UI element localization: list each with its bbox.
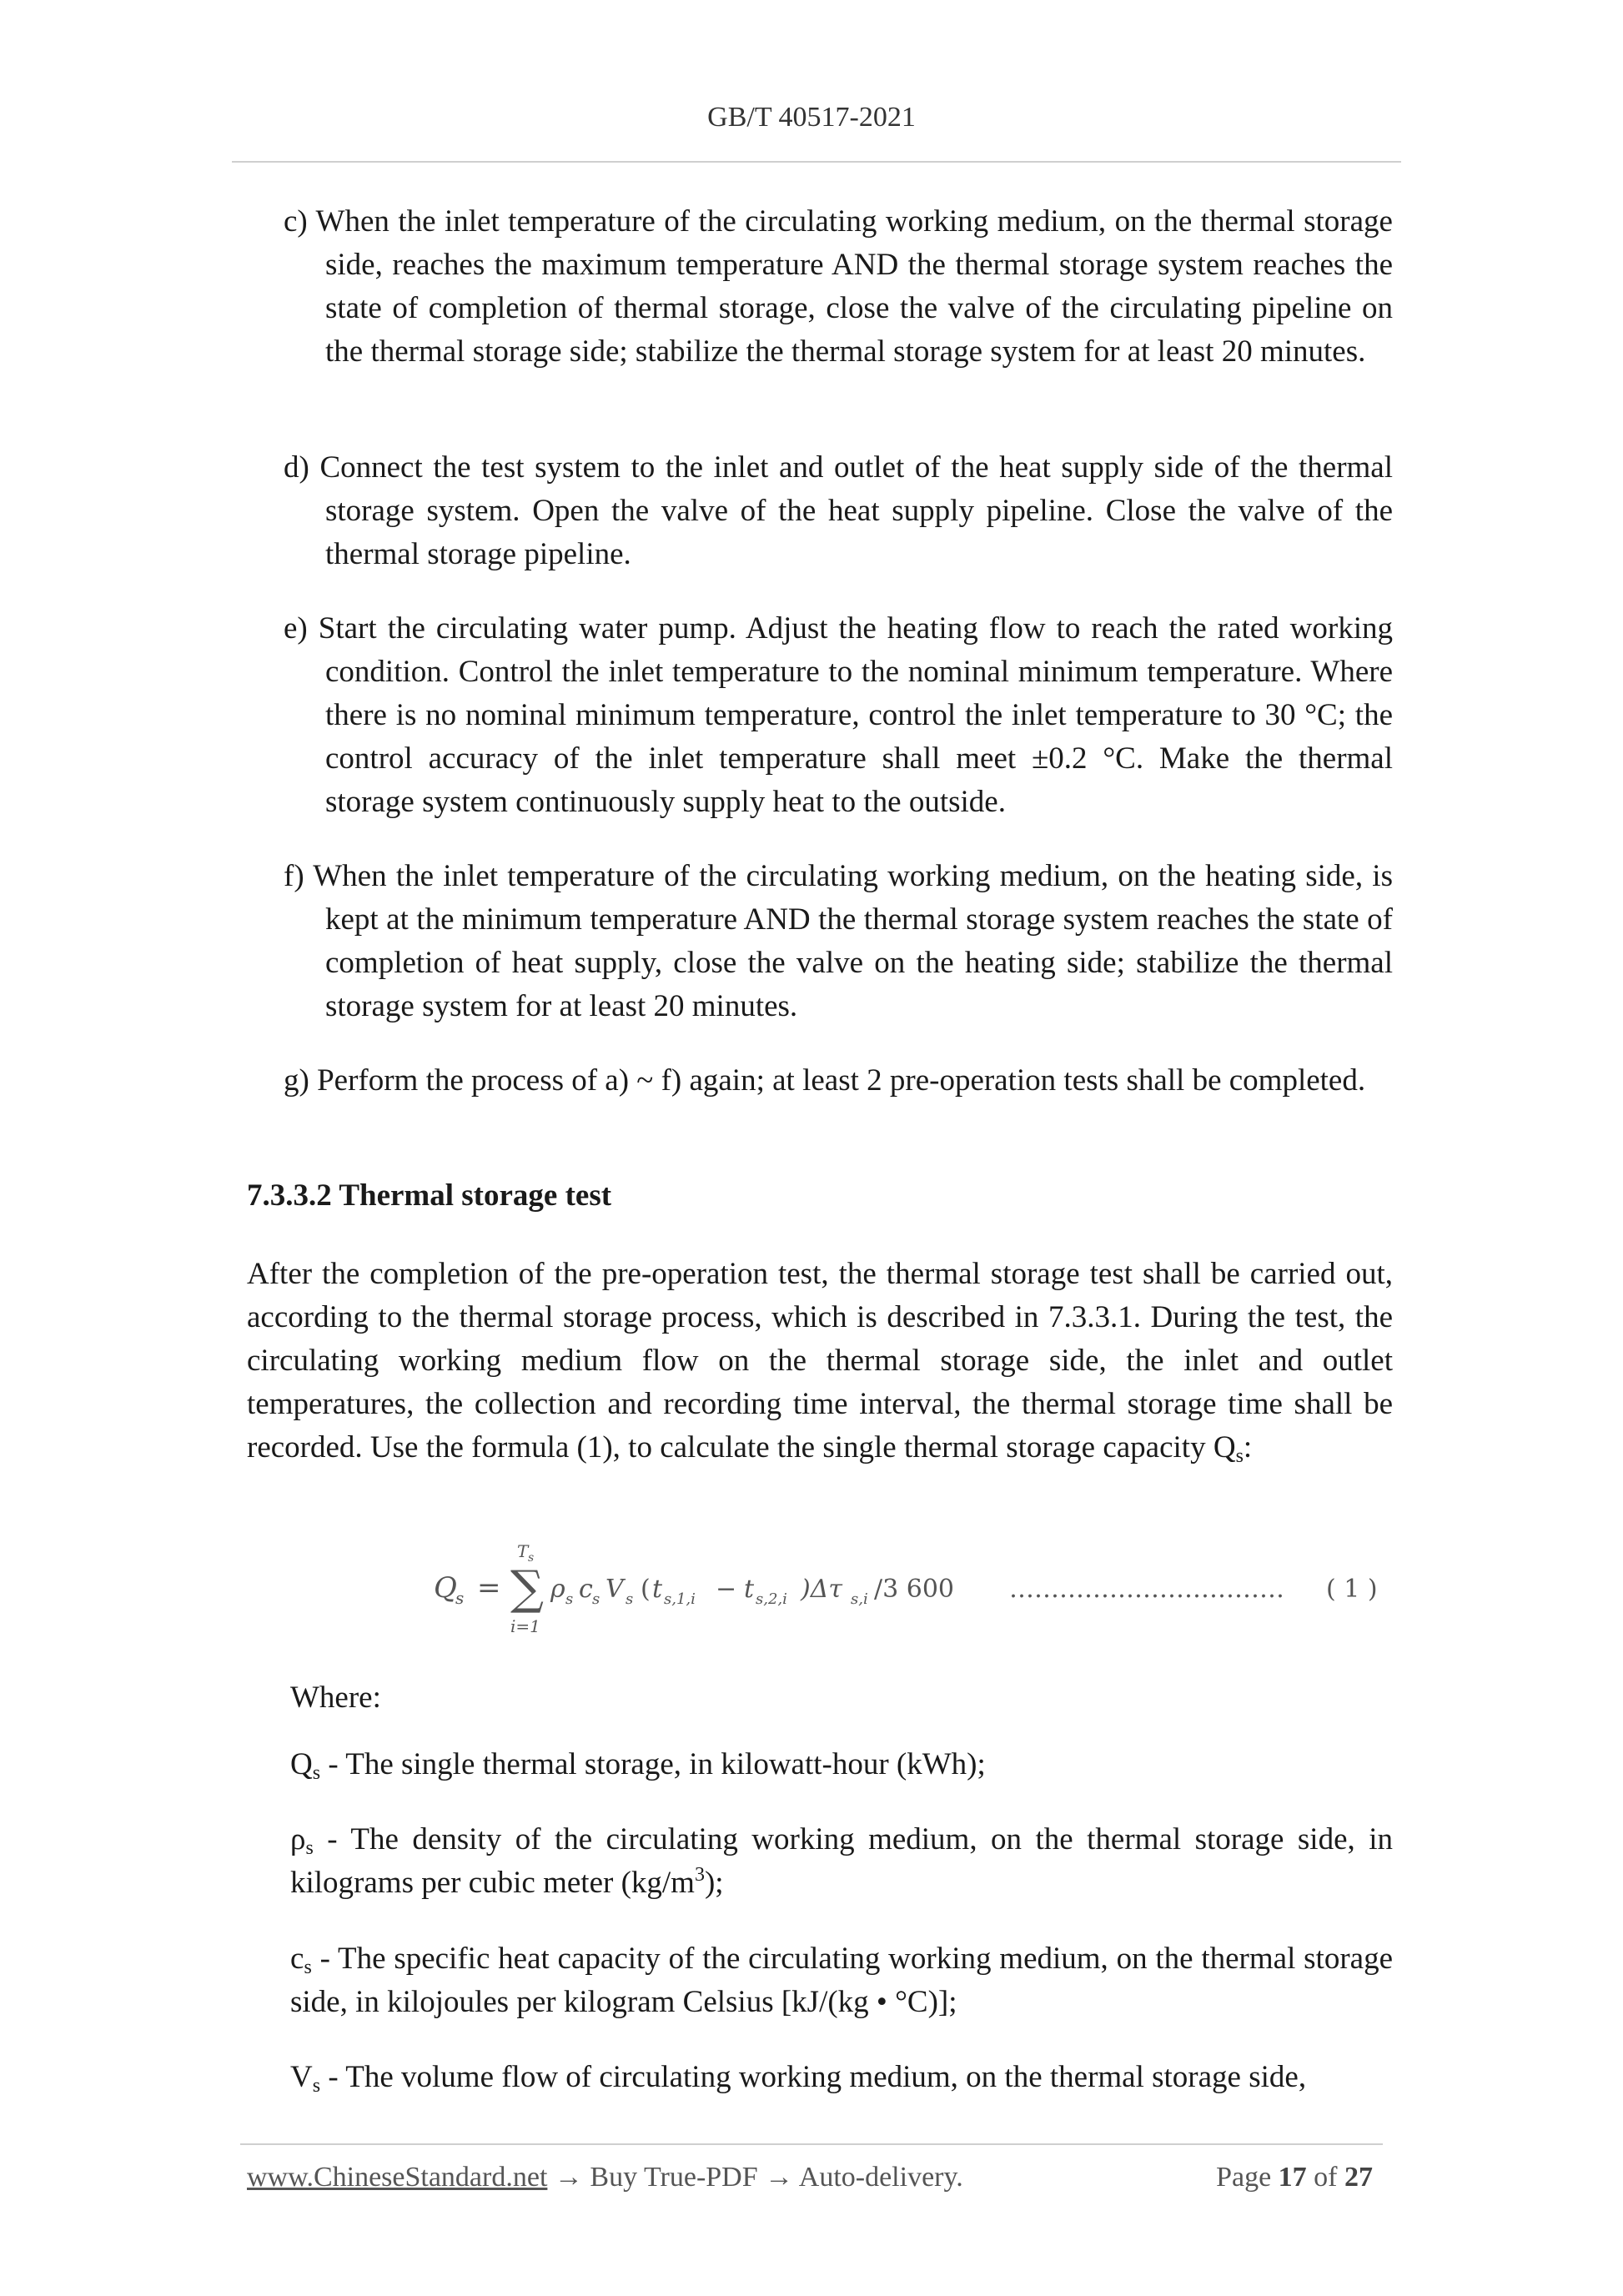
paragraph-text: After the completion of the pre-operation test, the thermal storage test shall be carried out, according to the thermal storage process, which is described in 7.3.3.1. During the test, the circulating working medium flow on the thermal storage side, the inlet and outlet temperatures, the collection and recording time interval, the thermal storage time shall be recorded. Use the formula (1), to calculate the single thermal storage capacity Q bbox=[247, 1257, 1393, 1465]
buy-link[interactable]: Buy True-PDF bbox=[590, 2162, 758, 2193]
footer-promo bbox=[247, 2162, 963, 2193]
arrow-right-icon: → bbox=[765, 2162, 794, 2193]
formula-t1-sub: s,1,i bbox=[664, 1590, 696, 1608]
item-label: c) bbox=[284, 204, 308, 239]
def-end: ); bbox=[704, 1866, 724, 1900]
header-divider bbox=[232, 161, 1401, 163]
def-text: - The density of the circulating working medium, on the thermal storage side, in kilograms per cubic meter (kg/m bbox=[290, 1822, 1393, 1900]
item-label: f) bbox=[284, 859, 304, 893]
formula-t2-sub: s,2,i bbox=[756, 1590, 787, 1608]
formula-rho-sub: s bbox=[565, 1590, 574, 1608]
footer-divider bbox=[240, 2143, 1383, 2145]
body-paragraph bbox=[247, 1253, 1393, 1470]
site-link[interactable]: www.ChineseStandard.net bbox=[247, 2162, 548, 2193]
formula-c-sub: s bbox=[592, 1590, 600, 1608]
page-indicator bbox=[1216, 2162, 1373, 2193]
list-item-f bbox=[284, 855, 1393, 1028]
formula-leader-dots: …………………………… bbox=[1009, 1575, 1284, 1604]
def-symbol-sub: s bbox=[312, 1762, 321, 1784]
list-item-g bbox=[284, 1059, 1393, 1103]
delivery-text: Auto-delivery. bbox=[798, 2162, 963, 2193]
of-label: of bbox=[1314, 2162, 1338, 2193]
item-text: Start the circulating water pump. Adjust the heating flow to reach the rated working condition. Control the inlet temperature to the nominal minimum temperature. Where there is no nominal minimum temperature, control the inlet temperature to 30 °C; the control accuracy of the inlet temperature shall meet ±0.2 °C. Make the thermal storage system continuously supply heat to the outside. bbox=[318, 611, 1394, 819]
formula-sum-top-sub: s bbox=[528, 1551, 535, 1565]
where-label: Where: bbox=[290, 1681, 381, 1715]
formula-sum-bottom: i=1 bbox=[510, 1616, 540, 1636]
formula-v-sub: s bbox=[626, 1590, 634, 1608]
def-symbol-sub: s bbox=[304, 1957, 312, 1978]
document-id-header: GB/T 40517-2021 bbox=[707, 102, 916, 133]
formula-1 bbox=[434, 1539, 1393, 1639]
formula-lhs: Q bbox=[434, 1571, 457, 1605]
page-label: Page bbox=[1216, 2162, 1272, 2193]
formula-equals: = bbox=[477, 1571, 501, 1605]
def-text: - The specific heat capacity of the circulating working medium, on the thermal storage side, in kilojoules per kilogram Celsius [kJ/(kg • °C)]; bbox=[290, 1942, 1393, 2019]
definition-rho bbox=[290, 1818, 1393, 1905]
def-symbol-sub: s bbox=[305, 1837, 314, 1859]
item-text: Connect the test system to the inlet and outlet of the heat supply side of the thermal storage system. Open the valve of the heat supply pipeline. Close the valve of the thermal storage pipeline. bbox=[319, 450, 1394, 571]
page-number: 17 bbox=[1278, 2162, 1307, 2193]
def-superscript: 3 bbox=[694, 1864, 705, 1886]
formula-minus: − bbox=[716, 1575, 737, 1604]
def-symbol: ρ bbox=[290, 1822, 306, 1856]
formula-c: c bbox=[579, 1575, 593, 1604]
formula-t1: t bbox=[652, 1575, 663, 1604]
paragraph-end: : bbox=[1243, 1430, 1253, 1465]
list-item-d bbox=[284, 446, 1393, 576]
item-text: When the inlet temperature of the circulating working medium, on the thermal storage side, reaches the maximum temperature AND the thermal storage system reaches the state of completion of thermal storage, close the valve of the circulating pipeline on the thermal storage side; stabilize the thermal storage system for at least 20 minutes. bbox=[315, 204, 1393, 369]
paragraph-subscript: s bbox=[1235, 1445, 1244, 1467]
definition-vs bbox=[290, 2056, 1393, 2099]
formula-v: V bbox=[605, 1575, 624, 1604]
item-label: e) bbox=[284, 611, 308, 646]
formula-rho: ρ bbox=[550, 1575, 565, 1604]
arrow-right-icon: → bbox=[554, 2162, 583, 2193]
section-heading: 7.3.3.2 Thermal storage test bbox=[247, 1178, 612, 1213]
formula-paren-open: ( bbox=[641, 1575, 651, 1604]
item-text: Perform the process of a) ~ f) again; at least 2 pre-operation tests shall be completed. bbox=[317, 1063, 1366, 1098]
formula-delta-tau: )Δτ bbox=[801, 1575, 842, 1604]
formula-t2: t bbox=[744, 1575, 755, 1604]
def-symbol: c bbox=[290, 1942, 304, 1976]
definition-cs bbox=[290, 1937, 1393, 2024]
def-text: - The single thermal storage, in kilowatt-hour (kWh); bbox=[320, 1747, 986, 1781]
formula-tau-sub: s,i bbox=[851, 1590, 868, 1608]
item-label: g) bbox=[284, 1063, 309, 1098]
summation-icon: ∑ bbox=[510, 1561, 544, 1615]
page-total: 27 bbox=[1344, 2162, 1373, 2193]
formula-divisor: /3 600 bbox=[874, 1575, 954, 1604]
formula-sum-top: T bbox=[517, 1541, 529, 1561]
formula-svg bbox=[434, 1539, 1393, 1639]
def-symbol-sub: s bbox=[312, 2075, 321, 2097]
list-item-c bbox=[284, 200, 1393, 374]
definition-qs bbox=[290, 1743, 1393, 1786]
def-text: - The volume flow of circulating working medium, on the thermal storage side, bbox=[320, 2060, 1307, 2094]
formula-lhs-sub: s bbox=[455, 1588, 465, 1608]
item-label: d) bbox=[284, 450, 309, 485]
list-item-e bbox=[284, 607, 1393, 824]
def-symbol: Q bbox=[290, 1747, 313, 1781]
item-text: When the inlet temperature of the circulating working medium, on the heating side, is kept at the minimum temperature AND the thermal storage system reaches the state of completion of heat supply, close the valve on the heating side; stabilize the thermal storage system for at least 20 minutes. bbox=[313, 859, 1393, 1023]
formula-number: ( 1 ) bbox=[1326, 1575, 1378, 1604]
def-symbol: V bbox=[290, 2060, 313, 2094]
